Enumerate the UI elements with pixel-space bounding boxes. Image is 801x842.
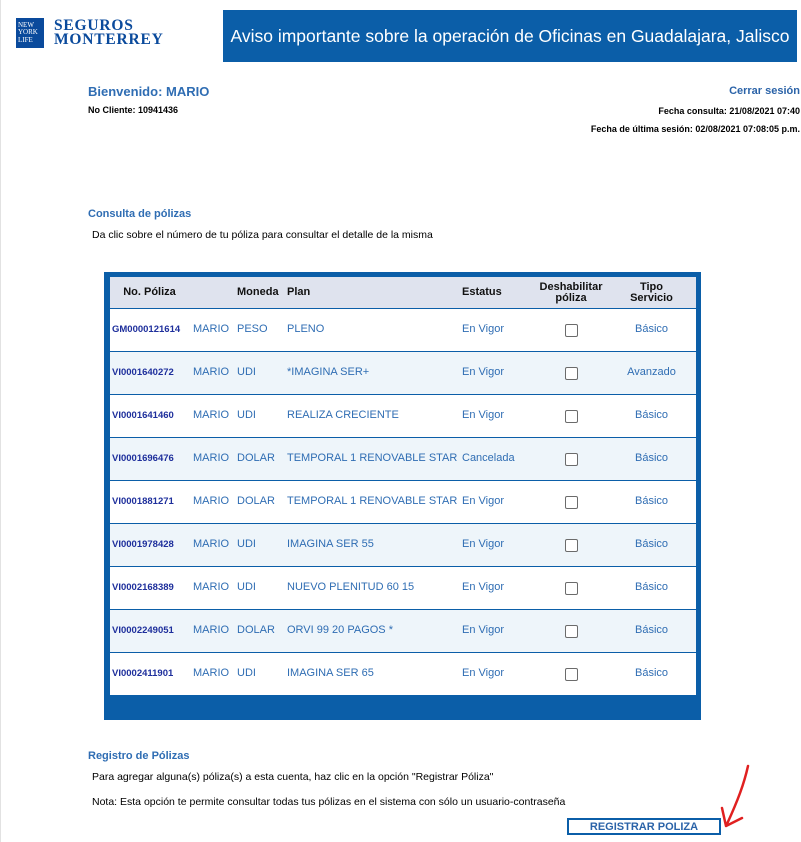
- currency-cell: UDI: [233, 524, 283, 567]
- plan-cell: IMAGINA SER 55: [283, 524, 458, 567]
- plan-cell: *IMAGINA SER+: [283, 352, 458, 395]
- query-date: Fecha consulta: 21/08/2021 07:40: [658, 106, 800, 116]
- disable-policy-cell: [535, 352, 607, 395]
- disable-policy-checkbox[interactable]: [565, 625, 578, 638]
- page-left-border: [0, 0, 1, 842]
- policy-holder-cell: MARIO: [189, 524, 233, 567]
- table-row: [110, 567, 696, 610]
- logo-text-line1: SEGUROS: [54, 17, 134, 34]
- header-plan: Plan: [283, 277, 458, 309]
- client-number: No Cliente: 10941436: [88, 105, 179, 115]
- disable-policy-cell: [535, 481, 607, 524]
- disable-policy-cell: [535, 567, 607, 610]
- currency-cell: DOLAR: [233, 481, 283, 524]
- policy-holder-cell: MARIO: [189, 395, 233, 438]
- red-arrow-icon: [718, 762, 754, 834]
- status-cell: En Vigor: [458, 352, 535, 395]
- table-row: [110, 438, 696, 481]
- logo-text-line2: MONTERREY: [54, 31, 164, 48]
- last-session-date: Fecha de última sesión: 02/08/2021 07:08:05 p.m.: [590, 124, 800, 134]
- currency-cell: DOLAR: [233, 610, 283, 653]
- table-row: [110, 481, 696, 524]
- disable-policy-checkbox[interactable]: [565, 367, 578, 380]
- service-type-cell: Básico: [607, 610, 696, 653]
- table-row: [110, 653, 696, 696]
- status-cell: En Vigor: [458, 395, 535, 438]
- service-type-cell: Básico: [607, 438, 696, 481]
- status-cell: Cancelada: [458, 438, 535, 481]
- policy-number-link[interactable]: VI0001881271: [110, 481, 189, 524]
- plan-cell: ORVI 99 20 PAGOS *: [283, 610, 458, 653]
- new-york-life-logo-icon: [16, 18, 44, 48]
- policy-holder-cell: MARIO: [189, 481, 233, 524]
- policy-number-link[interactable]: VI0002411901: [110, 653, 189, 696]
- disable-policy-cell: [535, 653, 607, 696]
- currency-cell: UDI: [233, 653, 283, 696]
- logo-mark-line: YORK: [18, 28, 38, 37]
- service-type-cell: Básico: [607, 481, 696, 524]
- disable-policy-checkbox[interactable]: [565, 539, 578, 552]
- service-type-cell: Básico: [607, 653, 696, 696]
- disable-policy-checkbox[interactable]: [565, 410, 578, 423]
- table-row: [110, 524, 696, 567]
- disable-policy-cell: [535, 309, 607, 352]
- registro-text: Para agregar alguna(s) póliza(s) a esta cuenta, haz clic en la opción "Registrar Póliza": [92, 771, 494, 783]
- header-moneda: Moneda: [233, 277, 283, 309]
- service-type-cell: Básico: [607, 524, 696, 567]
- plan-cell: TEMPORAL 1 RENOVABLE STAR: [283, 438, 458, 481]
- table-header-row: [110, 277, 696, 309]
- header-titular: [189, 277, 233, 309]
- header-no-poliza: No. Póliza: [110, 277, 189, 309]
- header-tipo-line1: Tipo: [639, 280, 663, 293]
- service-type-cell: Básico: [607, 309, 696, 352]
- policy-number-link[interactable]: VI0002249051: [110, 610, 189, 653]
- register-policy-button[interactable]: REGISTRAR POLIZA: [567, 818, 721, 835]
- disable-policy-checkbox[interactable]: [565, 582, 578, 595]
- logo-mark-line: NEW: [18, 20, 34, 29]
- logo-mark-line: LIFE: [18, 35, 33, 44]
- status-cell: En Vigor: [458, 309, 535, 352]
- policy-holder-cell: MARIO: [189, 438, 233, 481]
- disable-policy-cell: [535, 395, 607, 438]
- disable-policy-checkbox[interactable]: [565, 668, 578, 681]
- plan-cell: NUEVO PLENITUD 60 15: [283, 567, 458, 610]
- currency-cell: UDI: [233, 567, 283, 610]
- disable-policy-cell: [535, 524, 607, 567]
- policy-holder-cell: MARIO: [189, 567, 233, 610]
- status-cell: En Vigor: [458, 567, 535, 610]
- policy-holder-cell: MARIO: [189, 653, 233, 696]
- status-cell: En Vigor: [458, 610, 535, 653]
- status-cell: En Vigor: [458, 481, 535, 524]
- plan-cell: PLENO: [283, 309, 458, 352]
- disable-policy-checkbox[interactable]: [565, 324, 578, 337]
- registro-title: Registro de Pólizas: [88, 750, 190, 762]
- policy-number-link[interactable]: VI0001978428: [110, 524, 189, 567]
- service-type-cell: Básico: [607, 567, 696, 610]
- policy-number-link[interactable]: GM0000121614: [110, 309, 189, 352]
- policy-holder-cell: MARIO: [189, 309, 233, 352]
- plan-cell: REALIZA CRECIENTE: [283, 395, 458, 438]
- consulta-instructions: Da clic sobre el número de tu póliza para consultar el detalle de la misma: [92, 229, 433, 241]
- policy-number-link[interactable]: VI0002168389: [110, 567, 189, 610]
- policy-number-link[interactable]: VI0001641460: [110, 395, 189, 438]
- disable-policy-checkbox[interactable]: [565, 496, 578, 509]
- policies-table: [110, 277, 696, 695]
- registro-note: Nota: Esta opción te permite consultar todas tus pólizas en el sistema con sólo un usuario-contraseña: [92, 796, 566, 808]
- welcome-text: Bienvenido: MARIO: [88, 84, 210, 99]
- status-cell: En Vigor: [458, 653, 535, 696]
- disable-policy-checkbox[interactable]: [565, 453, 578, 466]
- policy-holder-cell: MARIO: [189, 610, 233, 653]
- currency-cell: UDI: [233, 395, 283, 438]
- currency-cell: PESO: [233, 309, 283, 352]
- status-cell: En Vigor: [458, 524, 535, 567]
- disable-policy-cell: [535, 438, 607, 481]
- policy-number-link[interactable]: VI0001640272: [110, 352, 189, 395]
- consulta-title: Consulta de pólizas: [88, 208, 192, 220]
- header-tipo-servicio: [607, 277, 696, 309]
- header-deshabilitar: [535, 277, 607, 309]
- header-estatus: Estatus: [458, 277, 535, 309]
- policy-number-link[interactable]: VI0001696476: [110, 438, 189, 481]
- header-deshabilitar-line2: póliza: [555, 291, 587, 304]
- service-type-cell: Avanzado: [607, 352, 696, 395]
- policy-holder-cell: MARIO: [189, 352, 233, 395]
- table-row: [110, 309, 696, 352]
- service-type-cell: Básico: [607, 395, 696, 438]
- notice-banner[interactable]: Aviso importante sobre la operación de Oficinas en Guadalajara, Jalisco: [223, 10, 797, 62]
- logout-link[interactable]: Cerrar sesión: [729, 85, 800, 97]
- plan-cell: IMAGINA SER 65: [283, 653, 458, 696]
- policies-table-frame: [104, 272, 701, 720]
- currency-cell: UDI: [233, 352, 283, 395]
- header-tipo-line2: Servicio: [630, 291, 673, 304]
- table-row: [110, 395, 696, 438]
- header-deshabilitar-line1: Deshabilitar: [539, 280, 603, 293]
- plan-cell: TEMPORAL 1 RENOVABLE STAR: [283, 481, 458, 524]
- table-row: [110, 610, 696, 653]
- currency-cell: DOLAR: [233, 438, 283, 481]
- logo-text: [54, 19, 164, 47]
- logo[interactable]: [16, 18, 164, 48]
- disable-policy-cell: [535, 610, 607, 653]
- table-row: [110, 352, 696, 395]
